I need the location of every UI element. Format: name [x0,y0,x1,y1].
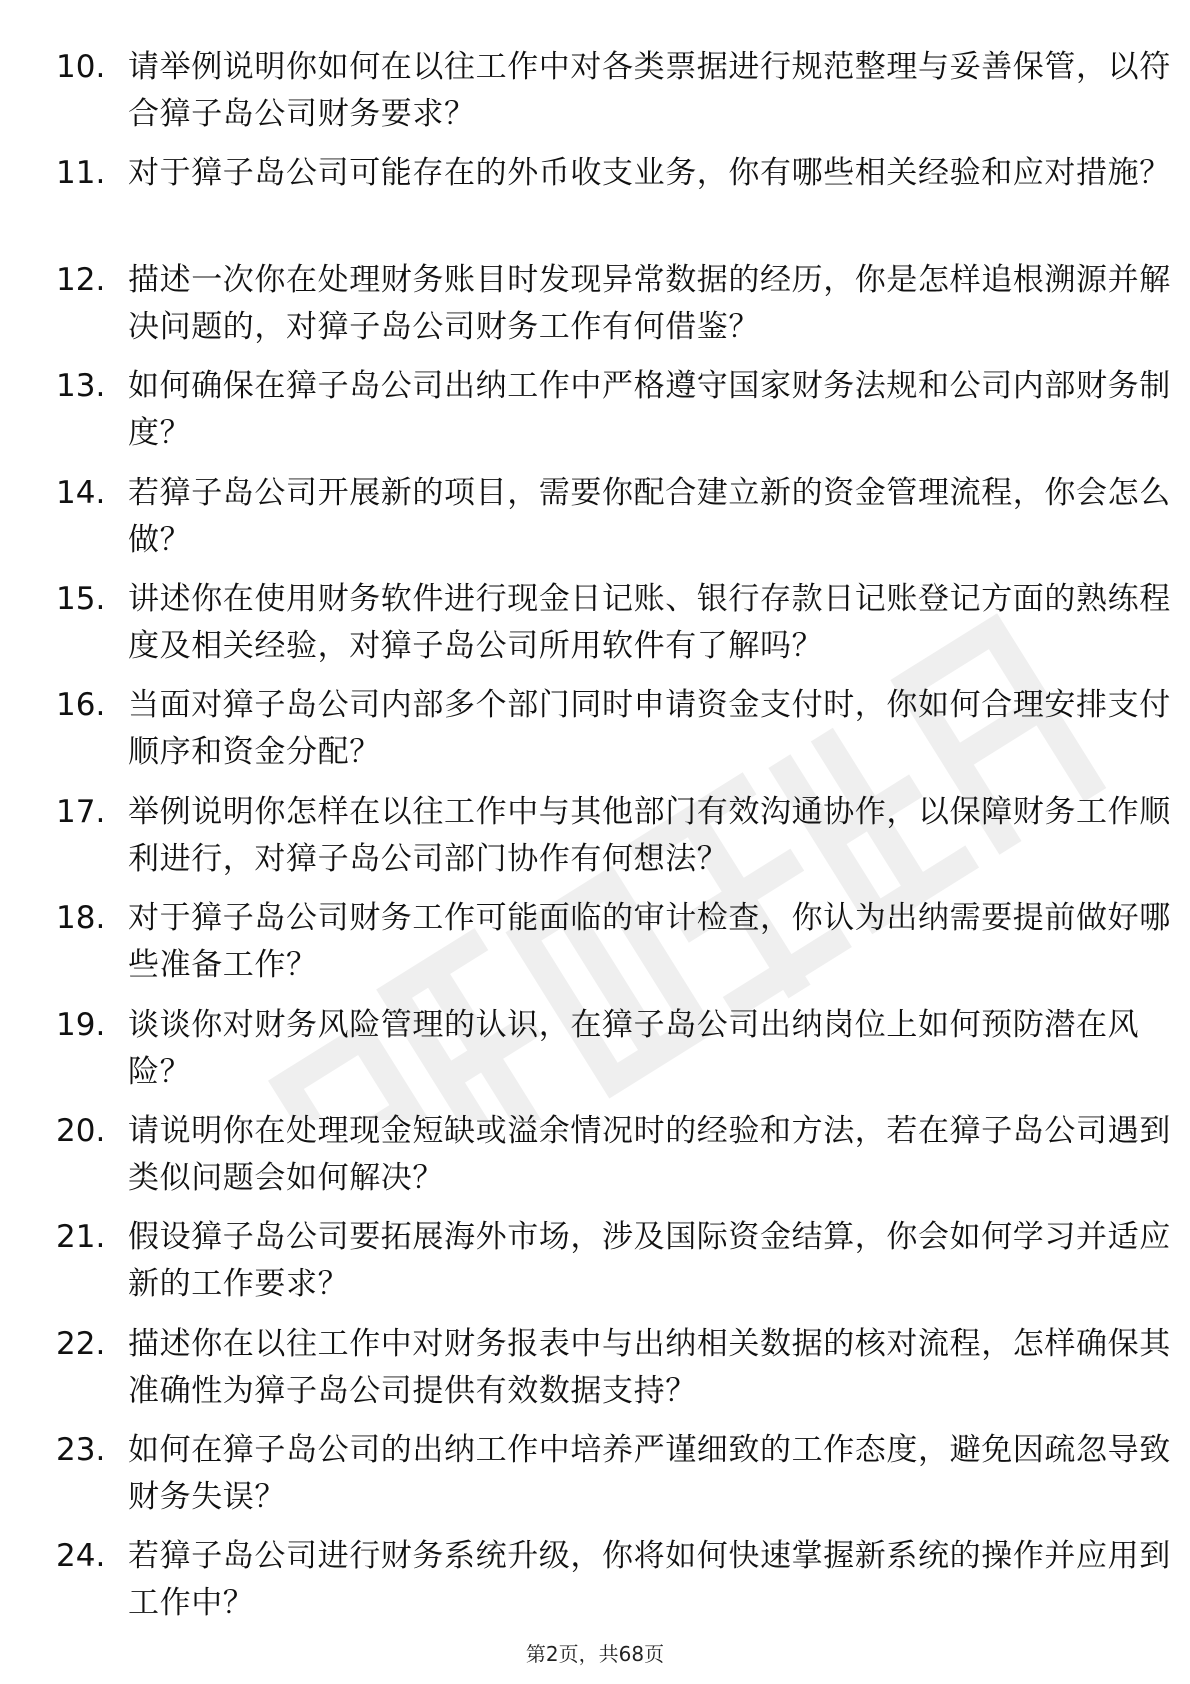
question-number: 23. [56,1432,106,1469]
question-text: 若獐子岛公司开展新的项目，需要你配合建立新的资金管理流程，你会怎么做？ [128,474,1171,558]
question-text: 对于獐子岛公司可能存在的外币收支业务，你有哪些相关经验和应对措施？ [128,155,1171,192]
question-item [56,1427,1171,1533]
question-number: 13. [56,368,106,405]
question-number: 12. [56,261,106,298]
question-text: 举例说明你怎样在以往工作中与其他部门有效沟通协作，以保障财务工作顺利进行，对獐子岛公司部门协作有何想法？ [128,793,1171,877]
question-item [56,1214,1171,1320]
question-item [56,682,1171,788]
question-item [56,150,1171,256]
question-text: 假设獐子岛公司要拓展海外市场，涉及国际资金结算，你会如何学习并适应新的工作要求？ [128,1219,1171,1303]
question-text: 讲述你在使用财务软件进行现金日记账、银行存款日记账登记方面的熟练程度及相关经验，对獐子岛公司所用软件有了解吗？ [128,580,1171,664]
question-number: 14. [56,474,106,511]
question-number: 21. [56,1219,106,1256]
question-number: 24. [56,1538,106,1575]
question-text: 若獐子岛公司进行财务系统升级，你将如何快速掌握新系统的操作并应用到工作中？ [128,1538,1171,1622]
question-text: 如何确保在獐子岛公司出纳工作中严格遵守国家财务法规和公司内部财务制度？ [128,368,1171,452]
question-number: 18. [56,900,106,937]
question-text: 谈谈你对财务风险管理的认识，在獐子岛公司出纳岗位上如何预防潜在风险？ [128,1006,1140,1090]
question-number: 20. [56,1112,106,1149]
question-item [56,789,1171,895]
question-number: 17. [56,793,106,830]
question-text: 对于獐子岛公司财务工作可能面临的审计检查，你认为出纳需要提前做好哪些准备工作？ [128,900,1171,984]
question-text: 请举例说明你如何在以往工作中对各类票据进行规范整理与妥善保管，以符合獐子岛公司财务要求？ [128,49,1171,132]
question-item [56,1002,1140,1108]
question-item [56,363,1171,469]
question-item [56,895,1171,1001]
question-list [56,44,1171,1640]
question-text: 请说明你在处理现金短缺或溢余情况时的经验和方法，若在獐子岛公司遇到类似问题会如何解决？ [128,1112,1171,1196]
question-item [56,1321,1171,1427]
question-item [56,1533,1171,1639]
question-number: 15. [56,580,106,617]
question-text: 描述你在以往工作中对财务报表中与出纳相关数据的核对流程，怎样确保其准确性为獐子岛公司提供有效数据支持？ [128,1325,1171,1409]
question-number: 19. [56,1006,106,1043]
question-item [56,470,1171,576]
question-item [56,257,1171,363]
page-footer: 第2页，共68页 [525,1642,665,1666]
question-number: 22. [56,1325,106,1362]
question-number: 10. [56,49,106,85]
question-text: 当面对獐子岛公司内部多个部门同时申请资金支付时，你如何合理安排支付顺序和资金分配？ [128,687,1171,771]
question-number: 16. [56,687,106,724]
question-item [56,1108,1171,1214]
question-text: 描述一次你在处理财务账目时发现异常数据的经历，你是怎样追根溯源并解决问题的，对獐子岛公司财务工作有何借鉴？ [128,261,1171,345]
question-item [56,576,1171,682]
question-text: 如何在獐子岛公司的出纳工作中培养严谨细致的工作态度，避免因疏忽导致财务失误？ [128,1432,1171,1516]
question-number: 11. [56,155,106,192]
question-item [56,44,1171,150]
